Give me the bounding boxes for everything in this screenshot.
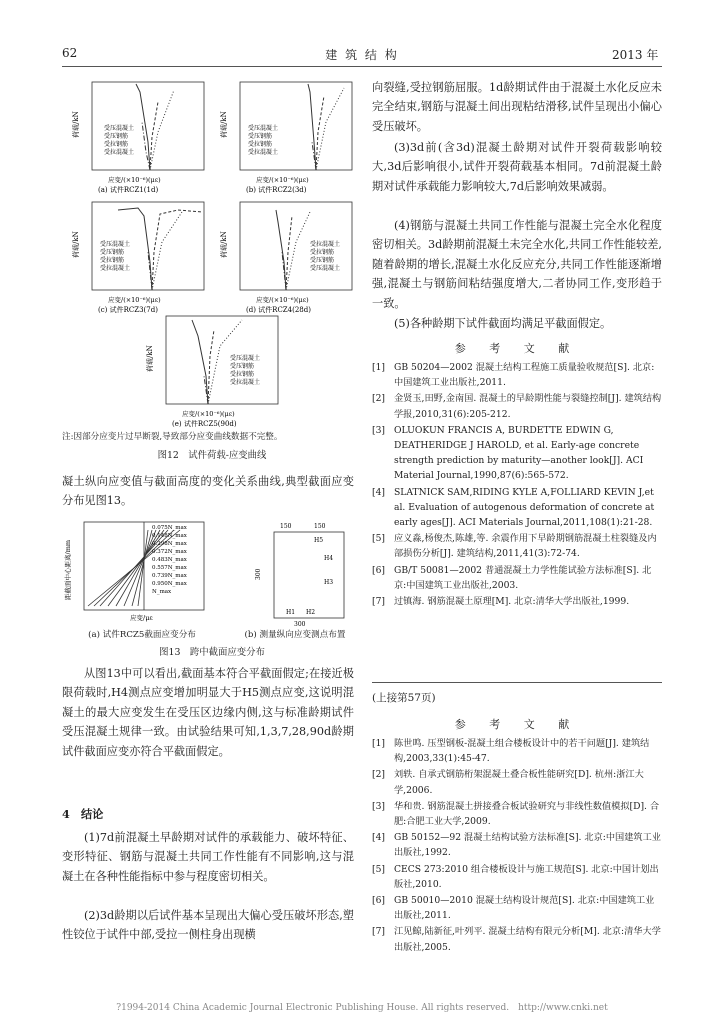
- subplot-a-caption: (a) 试件RCZ1(1d): [98, 186, 159, 194]
- figure13: [60, 520, 360, 628]
- subplot-d-xlabel: 应变/(×10⁻⁶)(με): [256, 296, 309, 304]
- gauge-label: H4: [324, 555, 334, 562]
- right-paragraph-4: (5)各种龄期下试件截面均满足平截面假定。: [394, 317, 612, 330]
- legend-entry: 受压钢筋: [104, 133, 129, 140]
- legend-entry: 0.950N_max: [152, 581, 187, 587]
- legend-entry: 0.148N_max: [152, 533, 187, 539]
- figure12-title: 图12 试件荷载-应变曲线: [157, 450, 267, 461]
- legend-entry: 受拉混凝土: [310, 241, 341, 248]
- legend-entry: 0.557N_max: [152, 565, 187, 571]
- subplot-a-xlabel: 应变/(×10⁻⁶)(με): [108, 176, 161, 184]
- legend-entry: 受拉钢筋: [100, 257, 125, 264]
- figure13-b-caption: (b) 测量纵向应变测点布置: [244, 630, 346, 640]
- reference-item: [5] CECS 273:2010 组合楼板设计与施工规范[S]. 北京:中国计划出版社,2010.: [372, 863, 659, 890]
- legend-entry: 0.372N_max: [152, 549, 187, 555]
- legend-entry: 受拉混凝土: [230, 379, 261, 386]
- figure12-charts: [60, 78, 360, 448]
- divider: [372, 682, 662, 683]
- legend-entry: 受压混凝土: [104, 125, 135, 132]
- reference-item: [1] 陈世鸣. 压型钢板-混凝土组合楼板设计中的若干问题[J]. 建筑结构,2003,33(1):45-47.: [372, 738, 650, 765]
- figure13-b: [255, 523, 344, 628]
- right-paragraph-3: (4)钢筋与混凝土共同工作性能与混凝土完全水化程度密切相关。3d龄期前混凝土未完全水化,共同工作性能较差,随着龄期的增长,混凝土水化反应充分,共同工作性能逐渐增强,混凝土与钢筋间粘结强度增大,二者协同工作,变形趋于一致。: [372, 219, 662, 310]
- subplot-c-legend: [100, 240, 130, 272]
- reference-item: [6] GB/T 50081—2002 普通混凝土力学性能试验方法标准[S]. 北京:中国建筑工业出版社,2003.: [372, 564, 652, 591]
- subplot-a-ylabel: 荷载/kN: [72, 111, 80, 138]
- subplot-e-ylabel: 荷载/kN: [146, 345, 154, 372]
- gauge-label: H1: [286, 609, 296, 616]
- reference-item: [7] 过镇海. 钢筋混凝土原理[M]. 北京:清华大学出版社,1999.: [372, 596, 630, 608]
- legend-entry: 0.298N_max: [152, 541, 187, 547]
- legend-entry: 受拉钢筋: [104, 141, 129, 148]
- reference-item: [2] 金贤玉,田野,金南国. 混凝土的早龄期性能与裂缝控制[J]. 建筑结构学报,2010,31(6):205-212.: [372, 393, 662, 420]
- reference-item: [7] 江见鲸,陆新征,叶列平. 混凝土结构有限元分析[M]. 北京:清华大学出版社,2005.: [372, 926, 661, 953]
- subplot-b-caption: (b) 试件RCZ2(3d): [246, 186, 307, 194]
- subplot-c-xlabel: 应变/(×10⁻⁶)(με): [108, 296, 161, 304]
- subplot-d-caption: (d) 试件RCZ4(28d): [246, 306, 311, 314]
- figure13-a-caption: (a) 试件RCZ5截面应变分布: [88, 630, 196, 640]
- gauge-label: H2: [306, 609, 316, 616]
- legend-entry: 受拉钢筋: [310, 249, 335, 256]
- subplot-d: [219, 202, 352, 314]
- left-paragraph-2: 从图13中可以看出,截面基本符合平截面假定;在接近极限荷载时,H4测点应变增加明显大于H5测点应变,这说明混凝土的最大应变发生在受压区边缘内侧,这与标准龄期试件受压混凝土规律一致。由试验结果可知,1,3,7,28,90d龄期试件截面应变亦符合平截面假定。: [62, 667, 354, 758]
- section-heading: 4 结论: [62, 807, 104, 821]
- figure12-note: 注:因部分应变片过早断裂,导致部分应变曲线数据不完整。: [62, 432, 283, 442]
- left-paragraph-3: (1)7d前混凝土早龄期对试件的承载能力、破坏特征、变形特征、钢筋与混凝土共同工作性能有不同影响,这与混凝土在各种性能指标中参与程度密切相关。: [62, 831, 354, 883]
- subplot-e-xlabel: 应变/(×10⁻⁶)(με): [182, 410, 235, 418]
- figure13-a: [63, 522, 204, 622]
- right-paragraph-2: (3)3d前(含3d)混凝土龄期对试件开裂荷载影响较大,3d后影响很小,试件开裂荷载基本相同。7d前混凝土龄期对试件承载能力影响较大,7d后影响效果减弱。: [372, 141, 662, 193]
- journal-title: 建 筑 结 构: [325, 48, 399, 62]
- page-number: 62: [62, 46, 78, 60]
- reference-item: [5] 应义淼,杨俊杰,陈雄,等. 余震作用下早龄期钢筋混凝土柱裂缝及内部损伤分析[J]. 建筑结构,2011,41(3):72-74.: [372, 533, 657, 560]
- reference-item: [6] GB 50010—2010 混凝土结构设计规范[S]. 北京:中国建筑工业出版社,2011.: [372, 895, 655, 922]
- legend-entry: 0.075N_max: [152, 525, 187, 531]
- legend-entry: 受压混凝土: [100, 241, 131, 248]
- legend-entry: 受压混凝土: [230, 355, 261, 362]
- subplot-b-legend: [248, 124, 278, 156]
- subplot-b-xlabel: 应变/(×10⁻⁶)(με): [256, 176, 309, 184]
- left-paragraph-1: 凝土纵向应变值与截面高度的变化关系曲线,典型截面应变分布见图13。: [62, 475, 354, 508]
- references-list-2: [372, 736, 662, 956]
- subplot-e-legend: [230, 354, 260, 386]
- subplot-b: [219, 82, 352, 194]
- legend-entry: 0.483N_max: [152, 557, 187, 563]
- subplot-b-ylabel: 荷载/kN: [220, 111, 228, 138]
- year: 2013 年: [612, 48, 659, 62]
- subplot-e: [145, 316, 278, 428]
- legend-entry: N_max: [152, 589, 172, 595]
- legend-entry: 受拉钢筋: [230, 371, 255, 378]
- legend-entry: 0.739N_max: [152, 573, 187, 579]
- legend-entry: 受压混凝土: [248, 125, 279, 132]
- reference-item: [3] 华和贵. 钢筋混凝土拼接叠合板试验研究与非线性数值模拟[D]. 合肥:合肥工业大学,2009.: [372, 800, 660, 828]
- subplot-c: [71, 202, 204, 314]
- legend-entry: 受拉混凝土: [100, 265, 131, 272]
- left-paragraph-4: (2)3d龄期以后试件基本呈现出大偏心受压破坏形态,塑性铰位于试件中部,受拉一侧柱身出现横: [62, 909, 354, 942]
- subplot-d-legend: [310, 240, 340, 272]
- right-paragraph-1: 向裂缝,受拉钢筋屈服。1d龄期试件由于混凝土水化反应未完全结束,钢筋与混凝土间出现粘结滑移,试件呈现出小偏心受压破坏。: [372, 81, 662, 133]
- references-title: 参 考 文 献: [454, 342, 580, 355]
- legend-entry: 受拉混凝土: [104, 149, 135, 156]
- legend-entry: 受压混凝土: [310, 265, 341, 272]
- subplot-d-ylabel: 荷载/kN: [220, 231, 228, 258]
- references-title-2: 参 考 文 献: [454, 718, 580, 731]
- legend-entry: 受压钢筋: [310, 257, 335, 264]
- figure13-title: 图13 跨中截面应变分布: [159, 647, 265, 658]
- reference-item: [4] GB 50152—92 混凝土结构试验方法标准[S]. 北京:中国建筑工业出版社,1992.: [372, 832, 661, 859]
- legend-entry: 受压钢筋: [248, 133, 273, 140]
- dimension: 150: [314, 523, 326, 530]
- dimension: 150: [280, 523, 292, 530]
- gauge-label: H3: [324, 579, 334, 586]
- figure13-a-ylabel: 距截面中心距离/mm: [64, 539, 72, 600]
- subplot-a-legend: [104, 124, 134, 156]
- legend-entry: 受压钢筋: [100, 249, 125, 256]
- subplot-c-caption: (c) 试件RCZ3(7d): [98, 306, 158, 314]
- dimension: 300: [255, 568, 262, 580]
- subplot-c-ylabel: 荷载/kN: [72, 231, 80, 258]
- header-rule: [62, 66, 662, 67]
- dimension: 300: [294, 621, 306, 628]
- continued-label: (上接第57页): [372, 692, 436, 704]
- subplot-e-caption: (e) 试件RCZ5(90d): [172, 420, 237, 428]
- legend-entry: 受拉钢筋: [248, 141, 273, 148]
- references-list: [372, 360, 662, 610]
- footer: ?1994-2014 China Academic Journal Electronic Publishing House. All rights reserved. http://www.cnki.net: [116, 1003, 608, 1013]
- legend-entry: 受拉混凝土: [248, 149, 279, 156]
- subplot-a: [71, 82, 204, 194]
- gauge-label: H5: [314, 537, 324, 544]
- legend-entry: 受压钢筋: [230, 363, 255, 370]
- reference-item: [3] OLUOKUN FRANCIS A, BURDETTE EDWIN G, DEATHERIDGE J HAROLD, et al. Early-age concrete strength prediction by maturity—another look[J]. ACI Material Journal,1990,87(6):565-572.: [372, 424, 644, 482]
- reference-item: [4] SLATNICK SAM,RIDING KYLE A,FOLLIARD KEVIN J,et al. Evaluation of autogenous deformation of concrete at early ages[J]. ACI Materials Journal,2011,108(1):21-28.: [372, 486, 655, 529]
- reference-item: [1] GB 50204—2002 混凝土结构工程施工质量验收规范[S]. 北京:中国建筑工业出版社,2011.: [372, 362, 655, 389]
- figure13-a-xlabel: 应变/με: [130, 614, 153, 622]
- reference-item: [2] 刘轶. 自承式钢筋桁架混凝土叠合板性能研究[D]. 杭州:浙江大学,2006.: [372, 769, 644, 796]
